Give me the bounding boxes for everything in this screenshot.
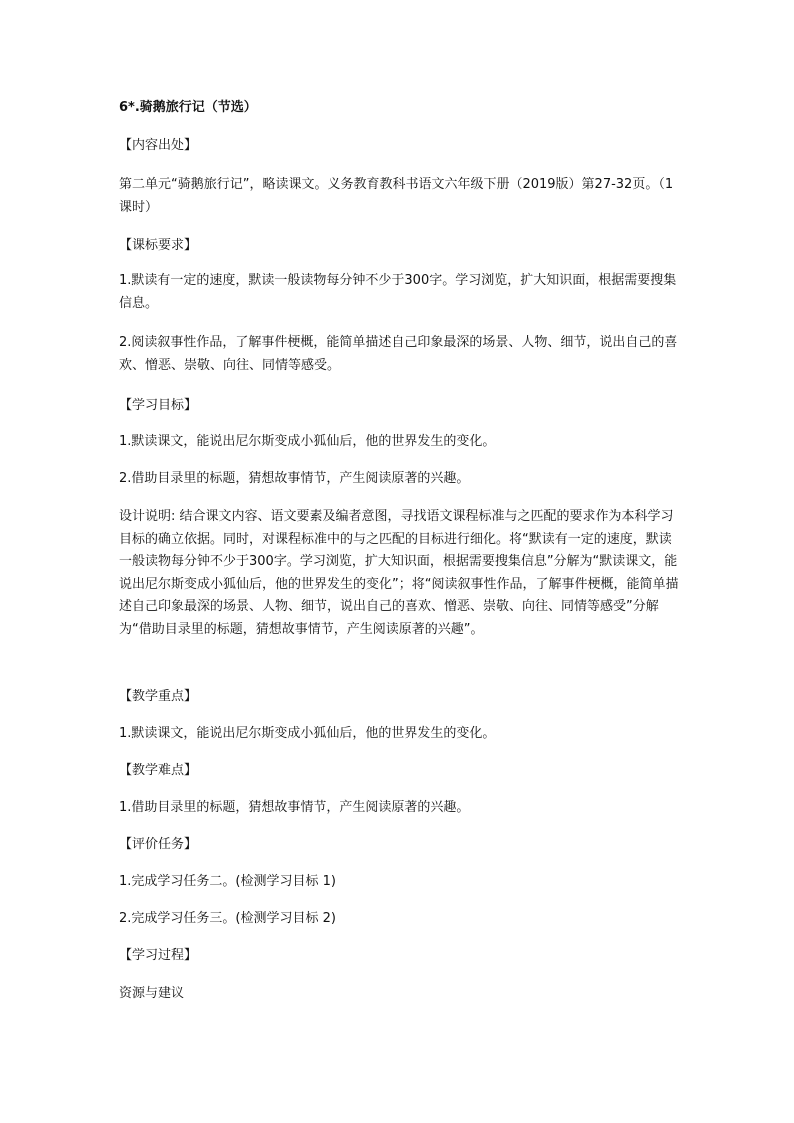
goals-item-2: 2.借助目录里的标题，猜想故事情节，产生阅读原著的兴趣。 [119, 471, 470, 486]
resources-label: 资源与建议 [119, 986, 185, 1001]
design-note-paragraph: 设计说明: 结合课文内容、语文要素及编者意图，寻找语文课程标准与之匹配的要求作为本科学习目标的确立依据。同时，对课程标准中的与之匹配的目标进行细化。将“默读有一定的速度，默读一般读物每分钟不少于300字。学习浏览，扩大知识面，根据需要搜集信息”分解为“默读课文，能说出尼尔斯变成小狐仙后，他的世界发生的变化”；将“阅读叙事性作品，了解事件梗概，能简单描述自己印象最深的场景、人物、细节，说出自己的喜欢、憎恶、崇敬、向往、同情等感受”分解为“借助目录里的标题，猜想故事情节，产生阅读原著的兴趣”。 [119, 509, 679, 637]
standards-item-1: 1.默读有一定的速度，默读一般读物每分钟不少于300字。学习浏览，扩大知识面，根据需要搜集信息。 [119, 273, 677, 311]
section-heading-difficulties: 【教学难点】 [119, 763, 198, 778]
assessment-item-2: 2.完成学习任务三。(检测学习目标 2) [119, 911, 336, 926]
section-heading-goals: 【学习目标】 [119, 398, 198, 413]
section-heading-assessment: 【评价任务】 [119, 837, 198, 852]
goals-item-1: 1.默读课文，能说出尼尔斯变成小狐仙后，他的世界发生的变化。 [119, 434, 496, 449]
assessment-item-1: 1.完成学习任务二。(检测学习目标 1) [119, 874, 336, 889]
section-heading-source: 【内容出处】 [119, 138, 198, 153]
key-points-item-1: 1.默读课文，能说出尼尔斯变成小狐仙后，他的世界发生的变化。 [119, 726, 496, 741]
section-heading-standards: 【课标要求】 [119, 238, 198, 253]
standards-item-2: 2.阅读叙事性作品，了解事件梗概，能简单描述自己印象最深的场景、人物、细节，说出自己的喜欢、憎恶、崇敬、向往、同情等感受。 [119, 335, 678, 373]
section-heading-process: 【学习过程】 [119, 948, 198, 963]
document-title: 6*.骑鹅旅行记（节选） [119, 100, 257, 115]
section-heading-key-points: 【教学重点】 [119, 689, 198, 704]
difficulties-item-1: 1.借助目录里的标题，猜想故事情节，产生阅读原著的兴趣。 [119, 800, 470, 815]
source-paragraph: 第二单元“骑鹅旅行记”，略读课文。义务教育教科书语文六年级下册（2019版）第27-32页。（1课时） [119, 177, 674, 215]
